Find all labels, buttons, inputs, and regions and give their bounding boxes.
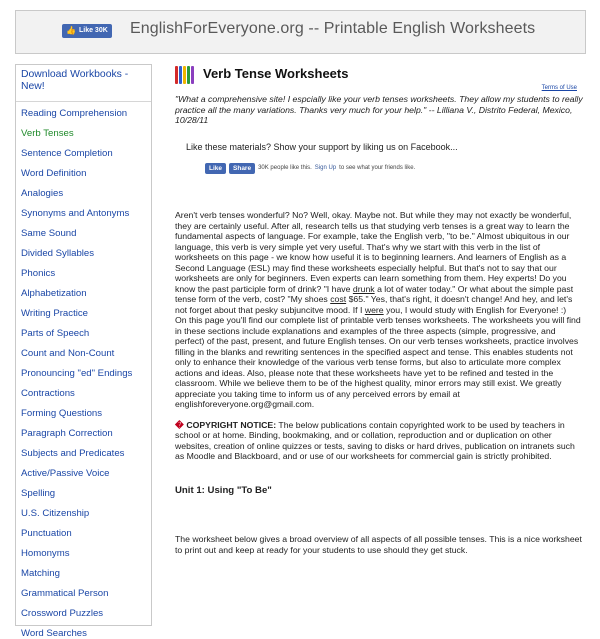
intro-text-3: $65." Yes, that's right, it doesn't change! And hey, and let's not forget about that pesky subjuncitve mood. If I bbox=[175, 294, 573, 315]
sidebar-item bbox=[21, 328, 151, 339]
intro-text-5: On this page you'll find our complete list of printable verb tenses worksheets. The worksheets you will find in these sections include explanations and examples of the three aspects (simple, progressive, and perfect) of the past, present, and future English tenses. On our verb tenses worksheets, practice involves filling in the blanks and rewriting sentences in the specified aspect and tense. This enables students not only to enhance their knowledge of the various verb tense forms, but also to articulate more complex actions and ideas. Also, please note that these worksheets have yet to be refined and tested in the classroom. While we believe them to be of the highest quality, minor errors may still exist. We greatly appreciate you taking time to inform us of any perceived errors by email at englishforeveryone.org@gmail.com. bbox=[175, 315, 581, 409]
intro-underline-2: cost bbox=[330, 294, 347, 304]
unit-description: The worksheet below gives a broad overview of all aspects of all possible tenses. This is a nice worksheet to print out and keep at ready for your students to use should they get stuck. bbox=[175, 534, 582, 555]
sidebar-link[interactable]: Sentence Completion bbox=[21, 148, 113, 159]
intro-underline-1: drunk bbox=[352, 283, 375, 294]
sidebar-item bbox=[21, 248, 151, 259]
sidebar-link[interactable]: Reading Comprehension bbox=[21, 108, 128, 119]
sidebar-item bbox=[21, 368, 151, 379]
sidebar-link[interactable]: Word Searches bbox=[21, 628, 87, 639]
intro-text-4: you, I would study with English for Everyone! :) bbox=[386, 304, 567, 315]
intro-paragraph bbox=[175, 210, 583, 410]
testimonial-quote: "What a comprehensive site! I espcially like your verb tenses worksheets. They allow my students to really practice all the many variations. Thanks very much for your help." -- Lilliana V., Distrito Federal, Mexico, 10/28/11 bbox=[175, 94, 583, 125]
sidebar-link[interactable]: Grammatical Person bbox=[21, 588, 109, 599]
sidebar-item bbox=[21, 148, 151, 159]
sidebar-item bbox=[21, 228, 151, 239]
sidebar-link[interactable]: Same Sound bbox=[21, 228, 77, 239]
sidebar-link[interactable]: Divided Syllables bbox=[21, 248, 95, 259]
sidebar-nav bbox=[16, 108, 151, 639]
sidebar-download-section bbox=[16, 65, 151, 102]
facebook-thumb-icon: 👍 bbox=[66, 26, 76, 35]
sidebar-item bbox=[21, 428, 151, 439]
sidebar-link[interactable]: Alphabetization bbox=[21, 288, 87, 299]
sidebar-item bbox=[21, 548, 151, 559]
sidebar-item bbox=[21, 628, 151, 639]
sidebar-item bbox=[21, 588, 151, 599]
sidebar-link[interactable]: Paragraph Correction bbox=[21, 428, 113, 439]
sidebar-item bbox=[21, 188, 151, 199]
book-spine bbox=[187, 66, 190, 84]
sidebar-item bbox=[21, 168, 151, 179]
terms-of-use-link[interactable]: Terms of Use bbox=[541, 85, 577, 91]
facebook-signup-suffix: to see what your friends like. bbox=[339, 165, 416, 172]
sidebar-item bbox=[21, 388, 151, 399]
book-spine bbox=[179, 66, 182, 84]
copyright-warning-icon: � bbox=[175, 419, 184, 430]
books-icon bbox=[175, 64, 194, 84]
sidebar-link[interactable]: Analogies bbox=[21, 188, 64, 199]
sidebar-link[interactable]: Active/Passive Voice bbox=[21, 468, 110, 479]
sidebar-item bbox=[21, 348, 151, 359]
sidebar-link[interactable]: Subjects and Predicates bbox=[21, 448, 125, 459]
sidebar-link[interactable]: Contractions bbox=[21, 388, 75, 399]
sidebar-item bbox=[21, 568, 151, 579]
title-row bbox=[175, 62, 583, 92]
sidebar-link[interactable]: Phonics bbox=[21, 268, 56, 279]
sidebar-link[interactable]: Synonyms and Antonyms bbox=[21, 208, 130, 219]
facebook-prompt: Like these materials? Show your support by liking us on Facebook... bbox=[186, 141, 458, 152]
site-title: EnglishForEveryone.org -- Printable English Worksheets bbox=[130, 20, 536, 37]
book-spine bbox=[183, 66, 186, 84]
sidebar-item bbox=[21, 268, 151, 279]
sidebar-item bbox=[21, 208, 151, 219]
sidebar-item bbox=[21, 108, 151, 119]
copyright-notice bbox=[175, 420, 583, 462]
intro-text-1: Aren't verb tenses wonderful? No? Well, okay. Maybe not. But while they may not exactly be wonderful, they are certainly useful. After all, research tells us that studying verb tenses is a great way to learn the fundamental aspects of language. For example, take the English verb, "to be." Almost ubiquitous in our language, this verb is very simple yet very useful. That's why we start with this verb in the list of worksheets on this page - we know how useful it is to beginning learners. And learners of English as a Second Language (ESL) may find these worksheets especially helpful. But that's not to say that our worksheets are only for beginners. Even experts can learn something from them. Hey experts! Do you know the past participle form of drink? "I have bbox=[175, 210, 572, 294]
download-workbooks-link[interactable]: Download Workbooks - New! bbox=[21, 69, 129, 92]
facebook-like-bar bbox=[205, 163, 583, 174]
site-header bbox=[15, 10, 586, 54]
sidebar-item bbox=[21, 608, 151, 619]
sidebar-item bbox=[21, 288, 151, 299]
sidebar-item bbox=[21, 128, 151, 139]
sidebar-link[interactable]: Parts of Speech bbox=[21, 328, 90, 339]
sidebar-link[interactable]: Spelling bbox=[21, 488, 56, 499]
facebook-signup-link[interactable]: Sign Up bbox=[314, 165, 337, 172]
sidebar-item bbox=[21, 468, 151, 479]
sidebar-link[interactable]: Punctuation bbox=[21, 528, 72, 539]
facebook-share-button[interactable]: Share bbox=[229, 163, 255, 174]
sidebar-link[interactable]: Count and Non-Count bbox=[21, 348, 115, 359]
sidebar-link[interactable]: U.S. Citizenship bbox=[21, 508, 90, 519]
copyright-text: The below publications contain copyrighted work to be used by teachers in school or at home. Binding, bookmaking, and or collation, reproduction and or duplication on other websites, creation of online quizzes or tests, saving to disks or hard drives, publication on intranets such as Moodle and Blackboard, and or use of our worksheets for commercial gain is strictly prohibited. bbox=[175, 419, 575, 461]
sidebar-item bbox=[21, 528, 151, 539]
sidebar-link[interactable]: Writing Practice bbox=[21, 308, 88, 319]
main-content bbox=[175, 62, 583, 555]
facebook-count-text: 30K people like this. bbox=[258, 165, 312, 172]
sidebar-item bbox=[21, 308, 151, 319]
sidebar-link[interactable]: Forming Questions bbox=[21, 408, 103, 419]
page-title: Verb Tense Worksheets bbox=[203, 66, 349, 81]
sidebar-link[interactable]: Pronouncing "ed" Endings bbox=[21, 368, 133, 379]
sidebar-item bbox=[21, 448, 151, 459]
sidebar-item bbox=[21, 488, 151, 499]
copyright-label: COPYRIGHT NOTICE: bbox=[186, 419, 277, 430]
sidebar bbox=[15, 64, 152, 639]
sidebar-link[interactable]: Matching bbox=[21, 568, 60, 579]
book-spine bbox=[175, 66, 178, 84]
sidebar-link[interactable]: Crossword Puzzles bbox=[21, 608, 104, 619]
sidebar-link[interactable]: Homonyms bbox=[21, 548, 70, 559]
sidebar-item bbox=[21, 408, 151, 419]
facebook-like-button-main[interactable]: Like bbox=[205, 163, 226, 174]
book-spine bbox=[191, 66, 194, 84]
intro-text-2: a lot of water today." Or what about the simple past tense form of the verb, cost? "My shoes bbox=[175, 283, 574, 304]
facebook-like-label: Like 30K bbox=[78, 27, 108, 34]
sidebar-link[interactable]: Verb Tenses bbox=[21, 128, 74, 139]
intro-underline-3: were bbox=[364, 304, 384, 315]
facebook-like-button[interactable] bbox=[62, 24, 112, 38]
unit-heading: Unit 1: Using "To Be" bbox=[175, 484, 272, 496]
sidebar-item bbox=[21, 508, 151, 519]
sidebar-link[interactable]: Word Definition bbox=[21, 168, 87, 179]
